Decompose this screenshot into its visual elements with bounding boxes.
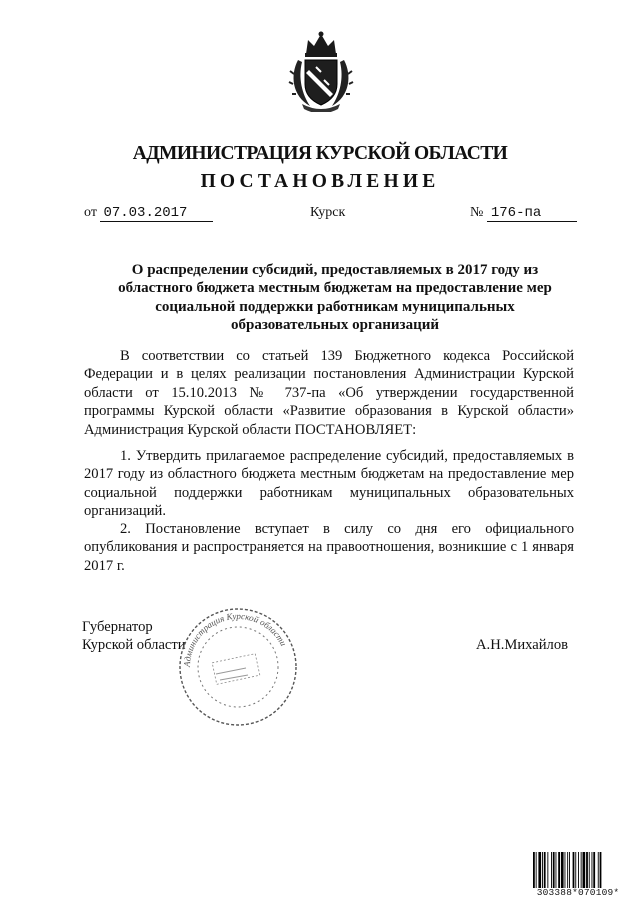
- signatory-title: [82, 618, 186, 654]
- svg-text:Администрация Курской области: [182, 611, 289, 668]
- number-prefix: №: [470, 205, 484, 220]
- official-stamp-seal: [172, 604, 304, 730]
- subject-line: О распределении субсидий, предоставляемых в 2017 году из: [131, 262, 539, 278]
- document-subject: [80, 261, 590, 335]
- barcode-bar: [553, 852, 555, 888]
- subject-line: социальной поддержки работникам муниципальных: [155, 298, 515, 315]
- barcode-bar: [567, 852, 568, 888]
- barcode-bar: [583, 852, 586, 888]
- barcode-bar: [538, 852, 541, 888]
- barcode-bar: [561, 852, 564, 888]
- barcode-bar: [542, 852, 543, 888]
- barcode-bar: [536, 852, 537, 888]
- barcode-bar: [600, 852, 602, 888]
- barcode-bar: [575, 852, 576, 888]
- barcode-bar: [598, 852, 599, 888]
- barcode-bar: [569, 852, 570, 888]
- barcode-bar: [556, 852, 557, 888]
- resolution-item-1: 1. Утвердить прилагаемое распределение субсидий, предоставляемых в 2017 году из областного бюджета местным бюджетам на предоставление мер социальной поддержки работникам муниципальных образовательных организаций.: [84, 448, 574, 520]
- barcode-bar: [565, 852, 566, 888]
- barcode-bar: [547, 852, 548, 888]
- resolution-item-2: 2. Постановление вступает в силу со дня его официального опубликования и распространяется на правоотношения, возникшие с 1 января 2017 г.: [84, 521, 574, 574]
- barcode-bar: [581, 852, 582, 888]
- document-barcode: [532, 852, 624, 888]
- date-prefix: от: [84, 205, 97, 220]
- document-date: [84, 205, 213, 222]
- barcode-bar: [573, 852, 575, 888]
- signatory-title-line: Губернатор: [82, 619, 153, 635]
- barcode-bar: [592, 852, 593, 888]
- stamp-arc-text: Администрация Курской области: [181, 610, 289, 668]
- barcode-number: 303388*070109*: [536, 887, 620, 898]
- barcode-bar: [533, 852, 535, 888]
- document-number: [470, 205, 577, 222]
- date-value: 07.03.2017: [100, 205, 213, 222]
- document-city: Курск: [310, 205, 346, 220]
- organization-title: АДМИНИСТРАЦИЯ КУРСКОЙ ОБЛАСТИ: [132, 143, 508, 164]
- signatory-title-line: Курской области: [82, 637, 186, 653]
- barcode-bar: [589, 852, 590, 888]
- barcode-bar: [551, 852, 552, 888]
- subject-line: областного бюджета местным бюджетам на предоставление мер: [118, 280, 552, 297]
- number-value: 176-па: [487, 205, 577, 222]
- barcode-bar: [544, 852, 546, 888]
- barcode-bar: [586, 852, 588, 888]
- barcode-bar: [558, 852, 560, 888]
- preamble-paragraph: В соответствии со статьей 139 Бюджетного кодекса Российской Федерации и в целях реализации постановления Администрации Курской области от 15.10.2013 № 737-па «Об утверждении государственной программы Курской области «Развитие образования в Курской области» Администрация Курской области ПОСТАНОВЛЯЕТ:: [84, 348, 574, 438]
- coat-of-arms-emblem: [288, 30, 354, 112]
- barcode-bar: [578, 852, 579, 888]
- signatory-name: А.Н.Михайлов: [476, 637, 569, 653]
- barcode-bar: [593, 852, 595, 888]
- subject-line: образовательных организаций: [231, 317, 439, 334]
- document-type-title: ПОСТАНОВЛЕНИЕ: [200, 171, 440, 192]
